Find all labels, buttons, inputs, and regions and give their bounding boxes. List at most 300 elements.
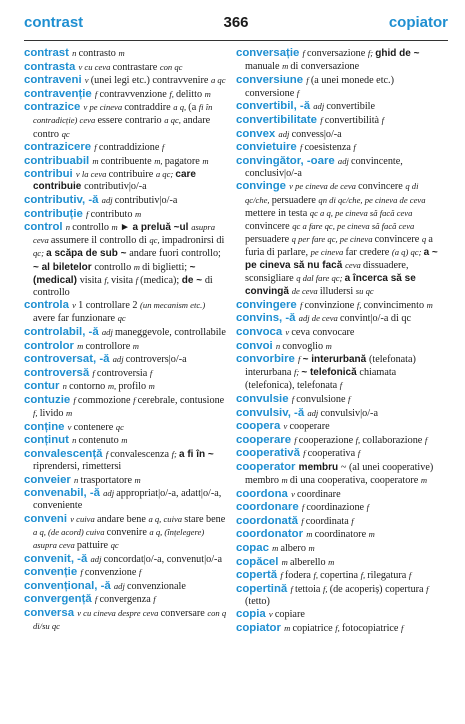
grammar-note: a q, cuiva	[148, 513, 185, 524]
translation: contribuente	[100, 155, 155, 167]
grammar-note: qc	[110, 539, 119, 550]
dictionary-entry	[24, 593, 229, 606]
phrase: ghid de ~	[375, 48, 420, 59]
grammar-note: f	[306, 74, 311, 85]
header-rule	[24, 40, 448, 41]
dictionary-entry	[24, 168, 229, 193]
phrase: a scăpa de sub ~	[46, 248, 130, 260]
entry-headword: convertibilitate	[236, 113, 321, 126]
right-column	[236, 47, 441, 636]
grammar-note: (a q) qc;	[391, 246, 424, 257]
translation: chiamata (telefonica), telefonata	[245, 367, 397, 392]
grammar-note: m	[426, 299, 433, 310]
grammar-note: adj	[313, 101, 327, 112]
translation: convint|o/-a di qc	[339, 313, 412, 325]
grammar-note: v	[283, 421, 290, 432]
entry-headword: cooperativă	[236, 447, 304, 460]
entry-headword: copertină	[236, 582, 291, 595]
entry-headword: contraveni	[24, 74, 85, 87]
grammar-note: f	[401, 623, 404, 634]
translation: cooperativa	[307, 448, 358, 460]
translation: copiare	[274, 609, 305, 621]
dictionary-entry	[236, 353, 441, 392]
grammar-note: qc	[115, 421, 124, 432]
dictionary-entry	[24, 74, 229, 87]
grammar-note: qc	[117, 313, 126, 324]
grammar-note: q	[421, 233, 429, 244]
translation: controversia	[96, 367, 150, 379]
entry-headword: copertă	[236, 569, 281, 582]
grammar-note: n	[65, 222, 73, 233]
grammar-note: su qc	[355, 286, 374, 297]
grammar-note: f;	[293, 367, 302, 378]
grammar-note: f	[135, 274, 141, 285]
grammar-note: m	[202, 155, 209, 166]
grammar-note: adj	[307, 407, 321, 418]
translation: trasportatore	[80, 474, 135, 486]
translation: andare fuori controllo;	[129, 248, 221, 260]
entry-headword: coordonată	[236, 514, 302, 527]
dictionary-entry	[236, 556, 441, 569]
grammar-note: f	[426, 583, 429, 594]
entry-headword: contrazice	[24, 101, 84, 114]
phrase: ~ (medical)	[33, 261, 196, 286]
entry-headword: convoca	[236, 325, 286, 338]
grammar-note: m	[132, 340, 139, 351]
grammar-note: f	[303, 448, 308, 459]
grammar-note: f,	[355, 434, 363, 445]
translation: convergenza	[99, 594, 154, 606]
dictionary-entry	[24, 101, 229, 140]
entry-headword: convoi	[236, 339, 276, 352]
grammar-note: f	[94, 88, 100, 99]
dictionary-entry	[236, 155, 441, 180]
grammar-note: asupra ceva	[33, 222, 216, 246]
entry-headword: conversație	[236, 47, 303, 59]
translation: visita	[111, 274, 136, 286]
translation: convincere	[245, 220, 293, 232]
grammar-note: m	[66, 408, 73, 419]
translation: coordinazione	[306, 502, 367, 514]
translation: copertina	[320, 570, 361, 582]
grammar-note: v	[268, 609, 275, 620]
entry-headword: contribuție	[24, 207, 87, 220]
translation: (telefonata) interurbana	[245, 354, 416, 379]
grammar-note: m,	[107, 381, 119, 392]
grammar-note: n	[275, 340, 283, 351]
phrase: ~ telefonică	[301, 367, 360, 379]
grammar-note: m	[308, 542, 315, 553]
grammar-note: f;	[367, 48, 376, 58]
dictionary-entry	[24, 580, 229, 593]
translation: contributiv|o/-a	[114, 195, 178, 207]
entry-headword: convertibil, -ă	[236, 100, 314, 113]
grammar-note: f;	[171, 448, 180, 459]
grammar-note: f	[320, 114, 325, 125]
translation: manuale	[245, 61, 283, 73]
dictionary-entry	[236, 340, 441, 353]
grammar-note: qc a fare qc, pe cineva să facă ceva	[292, 220, 415, 231]
grammar-note: m	[272, 542, 281, 553]
dictionary-entry	[24, 566, 229, 579]
dictionary-entry	[236, 622, 441, 635]
translation: mettere in testa	[245, 207, 310, 219]
grammar-note: adj	[112, 354, 126, 365]
dictionary-entry	[24, 487, 229, 512]
grammar-note: adj	[113, 580, 128, 591]
translation: riprendersi, rimettersi	[33, 460, 122, 472]
grammar-note: m	[325, 340, 332, 351]
translation: contributiv|o/-a	[84, 181, 147, 193]
grammar-note: m	[134, 474, 141, 485]
grammar-note: a q, (de acord) cuiva	[33, 526, 107, 537]
grammar-note: f	[153, 594, 156, 605]
translation: contribuire	[108, 169, 156, 181]
entry-headword: conveni	[24, 512, 71, 525]
phrase: a preluă ~ul	[132, 222, 192, 234]
grammar-note: de ceva	[291, 286, 320, 297]
translation: contraddizione	[98, 142, 162, 154]
grammar-note: f	[424, 434, 428, 445]
grammar-note: f	[291, 393, 297, 404]
grammar-note: adj	[278, 128, 292, 139]
translation: convincimento	[363, 299, 427, 311]
translation: contrastare	[112, 61, 160, 73]
translation: controvers|o/-a	[125, 354, 187, 366]
entry-headword: controversat, -ă	[24, 353, 113, 366]
entry-headword: convenit, -ă	[24, 552, 91, 565]
dictionary-entry	[236, 528, 441, 541]
translation: essere contrario	[97, 115, 165, 127]
grammar-note: qc a q, pe cineva să facă ceva	[309, 207, 413, 218]
phrase: a încerca să se convingă	[245, 273, 416, 298]
grammar-note: a qc,	[164, 115, 184, 126]
dictionary-entry	[236, 434, 441, 447]
dictionary-entry	[236, 326, 441, 339]
grammar-note: f,	[360, 570, 368, 581]
entry-headword: convinge	[236, 180, 290, 193]
grammar-note: adj	[90, 553, 104, 564]
dictionary-entry	[24, 155, 229, 168]
grammar-note: f,	[323, 583, 330, 594]
translation: contributo	[90, 208, 135, 220]
dictionary-entry	[24, 474, 229, 487]
translation: conversazione	[307, 48, 368, 59]
translation: tettoia	[294, 583, 323, 595]
translation: di una cooperativa, cooperatore	[289, 475, 421, 486]
entry-headword: convingător, -oare	[236, 154, 338, 167]
translation: contenuto	[78, 435, 122, 447]
translation: cooperazione	[298, 434, 356, 446]
dictionary-entry	[24, 47, 229, 60]
translation: fotocopiatrice	[341, 623, 401, 635]
grammar-note: f	[408, 570, 412, 581]
dictionary-entry	[236, 393, 441, 406]
translation: illudersi	[319, 286, 356, 298]
grammar-note: m	[281, 475, 290, 485]
entry-headword: convențional, -ă	[24, 579, 114, 592]
dictionary-entry	[24, 607, 229, 633]
grammar-note: f	[301, 502, 307, 513]
header-last-word: copiator	[388, 14, 448, 31]
dictionary-entry	[236, 299, 441, 312]
entry-headword: convorbire	[236, 353, 299, 366]
grammar-note: a qc;	[155, 169, 176, 180]
entry-headword: contuzie	[24, 393, 74, 406]
translation: persuadere	[245, 233, 292, 245]
grammar-note: v	[285, 326, 292, 337]
grammar-note: fi în contradicție) ceva	[33, 102, 213, 126]
entry-headword: controversă	[24, 366, 93, 379]
entry-headword: copac	[236, 541, 273, 554]
grammar-note: q di qc/che,	[245, 181, 419, 205]
entry-headword: convenție	[24, 566, 81, 579]
dictionary-entry	[24, 326, 229, 339]
grammar-note: m	[121, 435, 128, 446]
grammar-note: a qc	[210, 75, 226, 86]
dictionary-entry	[236, 542, 441, 555]
translation: fodera	[284, 570, 314, 582]
translation: a furia di parlare,	[245, 233, 433, 258]
translation: convertibilità	[324, 114, 382, 126]
entry-headword: contravenție	[24, 87, 95, 100]
entry-headword: controlabil, -ă	[24, 325, 102, 338]
grammar-note: m	[92, 155, 101, 166]
translation: alberello	[289, 556, 329, 568]
entry-headword: coordona	[236, 487, 292, 500]
grammar-note: adj	[337, 155, 352, 166]
dictionary-entry	[24, 434, 229, 447]
translation: cooperare	[289, 421, 330, 433]
grammar-note: f	[357, 448, 361, 459]
grammar-note: f	[366, 502, 370, 513]
header-first-word: contrast	[24, 14, 84, 31]
grammar-note: m	[282, 61, 291, 72]
grammar-note: f,	[33, 408, 40, 419]
phrase: ~ al biletelor	[33, 261, 95, 273]
grammar-note: n	[72, 435, 79, 446]
translation: cerebrale, contusione	[137, 394, 225, 406]
dictionary-entry	[236, 180, 441, 298]
translation: far credere	[345, 246, 392, 258]
grammar-note: f	[298, 354, 303, 365]
entry-headword: copia	[236, 608, 269, 621]
translation: convertibile	[326, 101, 376, 113]
entry-headword: copiator	[236, 622, 285, 635]
grammar-note: pe cineva	[310, 246, 346, 257]
translation: ►	[119, 222, 133, 234]
entry-headword: conversa	[24, 606, 78, 619]
entry-headword: contur	[24, 380, 63, 393]
grammar-note: v cuiva	[70, 513, 97, 524]
translation: convincente, conclusiv|o/-a	[245, 155, 403, 179]
translation: convoglio	[282, 340, 326, 352]
translation: persuadere	[271, 194, 319, 206]
grammar-note: con q di/su qc	[33, 607, 227, 632]
grammar-note: v	[84, 75, 91, 86]
translation: contrasto	[78, 48, 119, 59]
translation: rilegatura	[367, 570, 409, 582]
grammar-note: f	[339, 380, 343, 391]
grammar-note: f	[351, 515, 354, 526]
translation: controllore	[85, 340, 133, 352]
translation: maneggevole, controllabile	[114, 326, 226, 338]
entry-headword: copăcel	[236, 555, 282, 568]
translation: convalescenza	[110, 448, 172, 460]
grammar-note: f	[290, 583, 295, 594]
grammar-note: f,	[335, 623, 342, 634]
translation: convulsiv|o/-a	[320, 407, 378, 419]
dictionary-entry	[236, 407, 441, 420]
grammar-note: q per fare qc, pe cineva	[291, 233, 375, 244]
grammar-note: f	[105, 448, 111, 459]
grammar-note: m,	[154, 155, 165, 166]
grammar-note: f	[296, 87, 300, 98]
translation: albero	[280, 542, 309, 554]
dictionary-entry	[24, 448, 229, 473]
grammar-note: f	[280, 570, 285, 581]
dictionary-entry	[236, 569, 441, 582]
entry-headword: coordonare	[236, 501, 302, 514]
translation: convincere	[358, 181, 406, 193]
page-header	[24, 14, 448, 36]
translation: stare bene	[184, 513, 226, 525]
translation: di biglietti;	[142, 261, 190, 273]
grammar-note: f	[94, 142, 99, 153]
entry-headword: conveier	[24, 473, 75, 486]
dictionary-entry	[236, 501, 441, 514]
entry-headword: convulsie	[236, 392, 292, 405]
dictionary-entry	[24, 221, 229, 299]
translation: contorno	[69, 381, 108, 393]
grammar-note: f	[92, 367, 97, 378]
grammar-note: f	[353, 142, 356, 153]
dictionary-entry	[24, 353, 229, 366]
translation: andare contro	[33, 115, 211, 140]
translation: appropriat|o/-a, adatt|o/-a, conveniente	[33, 488, 222, 512]
translation: convinzione	[304, 299, 357, 311]
dictionary-entry	[236, 420, 441, 433]
translation: coordinare	[297, 488, 341, 500]
entry-headword: controla	[24, 299, 73, 312]
translation: convenzionale	[127, 580, 186, 592]
translation: controllo	[72, 222, 112, 234]
translation: (medica);	[140, 274, 182, 286]
dictionary-entry	[24, 208, 229, 221]
grammar-note: m	[281, 556, 290, 567]
translation: convenire	[106, 526, 150, 538]
page-number: 366	[223, 14, 249, 31]
grammar-note: m	[420, 475, 428, 485]
entry-headword: convex	[236, 127, 279, 140]
entry-headword: cooperator	[236, 460, 299, 473]
grammar-note: m	[77, 340, 86, 351]
dictionary-entry	[236, 447, 441, 460]
dictionary-entry	[24, 421, 229, 434]
grammar-note: f,	[313, 570, 321, 581]
grammar-note: qn di qc/che, pe cineva de ceva	[318, 194, 426, 205]
dictionary-entry	[24, 394, 229, 420]
translation: copiatrice	[292, 623, 336, 635]
entry-headword: contrazicere	[24, 141, 95, 154]
grammar-note: v la ceva	[75, 169, 109, 180]
translation: convulsione	[296, 393, 349, 405]
grammar-note: f	[133, 394, 138, 405]
entry-headword: controlor	[24, 339, 78, 352]
entry-headword: convalescență	[24, 447, 106, 460]
dictionary-entry	[24, 380, 229, 393]
translation: contravvenzione	[99, 88, 170, 100]
dictionary-entry	[24, 141, 229, 154]
grammar-note: adj	[103, 488, 117, 499]
entry-headword: conține	[24, 420, 68, 433]
dictionary-entry	[24, 61, 229, 74]
dictionary-entry	[24, 367, 229, 380]
grammar-note: qc,	[149, 235, 162, 246]
dictionary-entry	[24, 553, 229, 566]
dictionary-entry	[236, 608, 441, 621]
translation: ~ (al unei cooperative) membro	[245, 461, 434, 486]
grammar-note: adj de ceva	[298, 313, 340, 324]
entry-headword: convulsiv, -ă	[236, 406, 308, 419]
entry-headword: convergență	[24, 593, 95, 606]
dictionary-entry	[236, 312, 441, 325]
grammar-note: f	[294, 434, 299, 445]
dictionary-entry	[236, 114, 441, 127]
grammar-note: v cu ceva	[78, 61, 113, 72]
grammar-note: m	[284, 623, 293, 634]
grammar-note: v cu cineva despre ceva	[77, 607, 161, 618]
translation: di controllo	[33, 274, 213, 298]
dictionary-entry	[24, 513, 229, 552]
translation: livido	[39, 408, 67, 420]
entry-headword: contributiv, -ă	[24, 194, 102, 207]
dictionary-entry	[236, 100, 441, 113]
dictionary-entry	[24, 340, 229, 353]
grammar-note: f	[299, 142, 305, 153]
translation: commozione	[77, 394, 134, 406]
entry-headword: cooperare	[236, 433, 295, 446]
grammar-note: a q,	[173, 102, 189, 113]
grammar-note: ceva	[345, 260, 363, 270]
entry-headword: conversiune	[236, 73, 307, 86]
grammar-note: v	[291, 488, 298, 499]
entry-headword: control	[24, 221, 66, 234]
translation: impadronirsi di	[161, 235, 225, 247]
translation: (unei legi etc.) contravvenire	[90, 75, 211, 87]
entry-headword: convietuire	[236, 141, 300, 154]
translation: concordat|o/-a, convenut|o/-a	[103, 553, 222, 565]
dictionary-entry	[24, 194, 229, 207]
entry-headword: coopera	[236, 420, 284, 433]
grammar-note: f	[86, 208, 91, 219]
translation: di conversazione	[290, 61, 360, 73]
dictionary-entry	[24, 299, 229, 325]
grammar-note: m	[133, 261, 143, 272]
grammar-note: f,	[356, 299, 364, 310]
translation: coesistenza	[304, 142, 354, 154]
translation: pattuire	[76, 539, 111, 551]
translation: profilo	[118, 381, 149, 393]
grammar-note: con qc	[159, 61, 183, 72]
grammar-note: n	[62, 381, 70, 392]
dictionary-entry	[236, 74, 441, 100]
translation: conversare	[160, 607, 208, 619]
dictionary-entry	[236, 583, 441, 608]
grammar-note: f	[138, 567, 142, 578]
grammar-note: m	[328, 556, 335, 567]
grammar-note: m	[148, 381, 155, 392]
